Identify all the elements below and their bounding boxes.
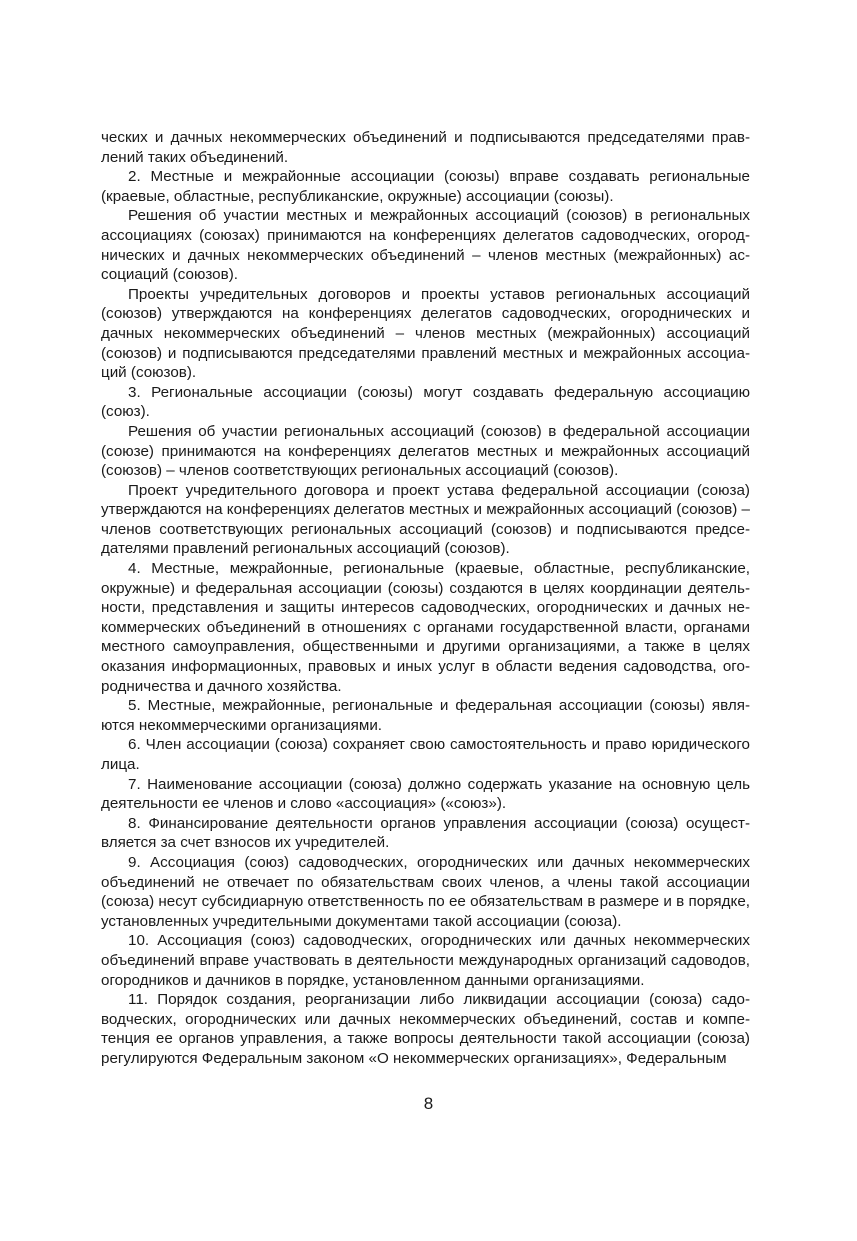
paragraph-federal-charter: Проект учредительного договора и проект устава федеральной ассоциации (союза) утверждаются на конференциях делегатов местных и межрайонных ассоциаций (союзов) – членов соответствующих региональных ассоциаций (союзов) и подписываются председателями правлений региональных ассоциаций (союзов). [101,481,750,558]
paragraph-item-11: 11. Порядок создания, реорганизации либо ликвидации ассоциации (союза) садоводческих, огороднических или дачных некоммерческих объединений, состав и компетенция ее органов управления, а также вопросы деятельности такой ассоциации (союза) регулируются Федеральным законом «О некоммерческих организациях», Федеральным [101,991,750,1067]
paragraph-item-5: 5. Местные, межрайонные, региональные и федеральная ассоциации (союзы) являются некоммерческими организациями. [101,697,750,734]
paragraph-item-6: 6. Член ассоциации (союза) сохраняет свою самостоятельность и право юридического лица. [101,736,750,773]
paragraph-item-9: 9. Ассоциация (союз) садоводческих, огороднических или дачных некоммерческих объединений не отвечает по обязательствам своих членов, а члены такой ассоциации (союза) несут субсидиарную ответственность по ее обязательствам в размере и в порядке, установленных учредительными документами такой ассоциации (союза). [101,853,750,930]
page-number: 8 [423,1094,434,1113]
paragraph-regional-charters: Проекты учредительных договоров и проекты уставов региональных ассоциаций (союзов) утверждаются на конференциях делегатов садоводческих, огороднических и дачных некоммерческих объединений – членов местных (межрайонных) ассоциаций (союзов) и подписываются председателями правлений местных и межрайонных ассоциаций (союзов). [101,285,750,382]
paragraph-item-10: 10. Ассоциация (союз) садоводческих, огороднических или дачных некоммерческих объединений вправе участвовать в деятельности международных организаций садоводов, огородников и дачников в порядке, установленном данными организациями. [101,932,750,989]
paragraph-regional-decisions: Решения об участии местных и межрайонных ассоциаций (союзов) в региональных ассоциациях (союзах) принимаются на конференциях делегатов садоводческих, огороднических и дачных некоммерческих объединений – членов местных (межрайонных) ассоциаций (союзов). [101,207,750,284]
document-body [101,128,750,1069]
paragraph-item-2: 2. Местные и межрайонные ассоциации (союзы) вправе создавать региональные (краевые, областные, республиканские, окружные) ассоциации (союзы). [101,168,750,205]
paragraph-item-4: 4. Местные, межрайонные, региональные (краевые, областные, республиканские, окружные) и федеральная ассоциации (союзы) создаются в целях координации деятельности, представления и защиты интересов садоводческих, огороднических и дачных некоммерческих объединений в отношениях с органами государственной власти, органами местного самоуправления, общественными и другими организациями, а также в целях оказания информационных, правовых и иных услуг в области ведения садоводства, огородничества и дачного хозяйства. [101,560,750,695]
paragraph-item-7: 7. Наименование ассоциации (союза) должно содержать указание на основную цель деятельности ее членов и слово «ассоциация» («союз»). [101,775,750,813]
paragraph-item-3: 3. Региональные ассоциации (союзы) могут создавать федеральную ассоциацию (союз). [101,383,750,421]
paragraph-item-8: 8. Финансирование деятельности органов управления ассоциации (союза) осуществляется за счет взносов их учредителей. [101,814,750,852]
paragraph-federal-decisions: Решения об участии региональных ассоциаций (союзов) в федеральной ассоциации (союзе) принимаются на конференциях делегатов местных и межрайонных ассоциаций (союзов) – членов соответствующих региональных ассоциаций (союзов). [101,422,750,480]
paragraph-continuation: ческих и дачных некоммерческих объединений и подписываются председателями правлений таких объединений. [101,129,750,166]
